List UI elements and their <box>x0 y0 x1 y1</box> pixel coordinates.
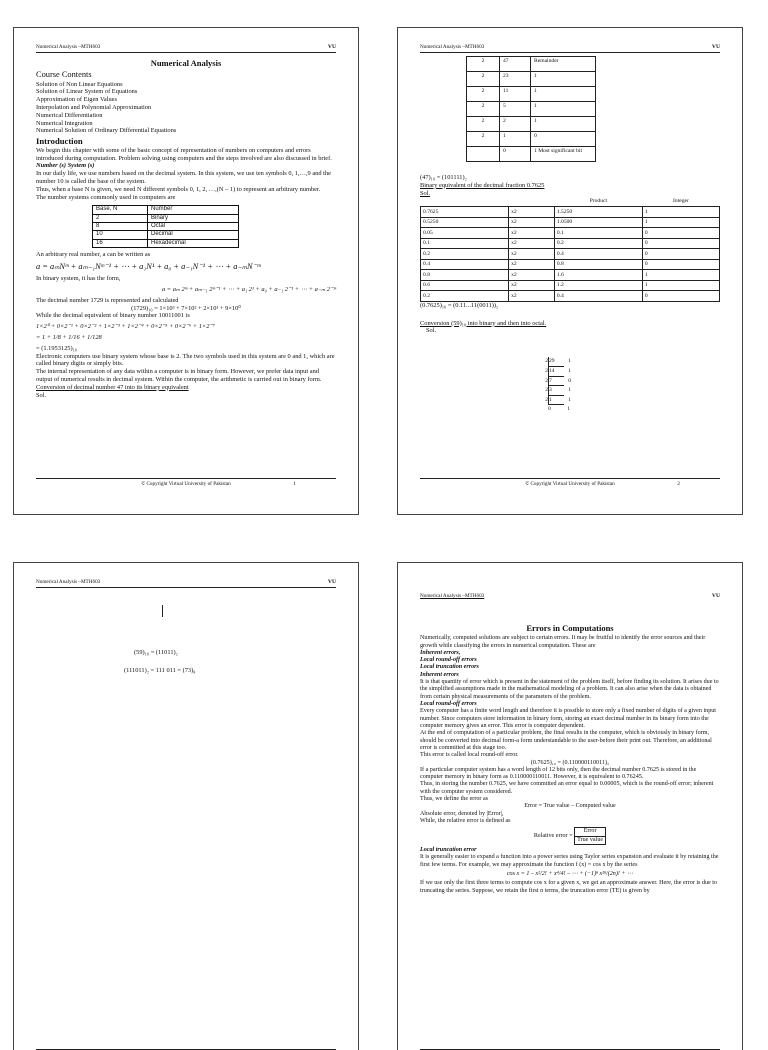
table-row <box>421 249 720 260</box>
page-title: Errors in Computations <box>526 623 614 633</box>
text-cursor <box>162 605 163 617</box>
long-division <box>538 357 720 414</box>
binary-formula: a = aₘ 2ᵐ + aₘ₋₁ 2ᵐ⁻¹ + ⋯ + a₁ 2¹ + a₀ + a₋₁ 2⁻¹ + ⋯ + a₋ₘ 2⁻ᵐ <box>162 285 336 293</box>
truncation-heading: Local truncation error <box>420 846 477 853</box>
electronic-paragraph: Electronic computers use binary system whose base is 2. The two symbols used in this system are 0 and 1, which are called binary digits or simply bits. <box>36 352 335 368</box>
error-type: Local round-off errors <box>420 657 477 664</box>
table-cell: 1 <box>531 102 596 117</box>
binary-form-text: In binary system, it has the form, <box>36 275 121 283</box>
inherent-paragraph: It is that quantity of error which is present in the statement of the problem itself, before finding its solution. It arises due to the simplified assumptions made in the mathematical modeling of a problem. It can also arise when the data is obtained from certain physical measurements of the parameters of the problem. <box>420 679 719 700</box>
table-cell: 2 <box>467 102 500 117</box>
table-cell: 0.05 <box>421 228 509 239</box>
fraction-numerator: Error <box>574 827 606 836</box>
define-text: Thus, we define the error as <box>420 796 489 803</box>
page-number: 2 <box>677 480 680 487</box>
table-row <box>467 72 596 87</box>
table-cell: 0 <box>642 259 719 270</box>
introduction-heading: Introduction <box>36 136 83 147</box>
binary-equation: (0.7625)₁₀ = (0.110000110011)₂ <box>530 759 610 766</box>
roundoff-paragraph: Every computer has a finite word length and therefore it is possible to store only a fixed number of digits of a given input number. Since computers store information in binary form, storing an exact decimal number in its binary form into the computer memory gives an error. This error is computer dependent. <box>420 708 716 729</box>
division-row: 229 1 <box>538 357 720 367</box>
course-contents-heading: Course Contents <box>36 70 92 80</box>
table-cell: 0.1 <box>554 228 642 239</box>
page-header <box>36 44 336 51</box>
document-page-2 <box>397 27 743 515</box>
division-row: 27 0 <box>538 377 720 387</box>
table-cell: x2 <box>509 217 555 228</box>
binary-result-47: (47)₁₀ = (101111)₂ <box>420 174 467 181</box>
page-header <box>420 44 720 51</box>
table-cell: 0 <box>500 147 531 162</box>
table-row <box>467 147 596 162</box>
table-cell: 0.2 <box>421 291 509 302</box>
table-header-row <box>421 197 720 206</box>
intro-paragraph: Numerically, computed solutions are subject to certain errors. It may be fruitful to identify the error sources and their growth while classifying the errors in numerical computation. These are <box>420 635 706 649</box>
number-system-heading: Number (s) System (s) <box>36 162 95 170</box>
document-page-3 <box>13 562 359 1050</box>
binary-sum: = 1 + 1/8 + 1/16 + 1/128 <box>36 333 102 341</box>
page-content <box>36 58 336 399</box>
table-row <box>467 132 596 147</box>
fraction-heading: Binary equivalent of the decimal fraction 0.7625 <box>420 181 545 189</box>
sol-label: Sol. <box>426 327 437 335</box>
inherent-heading: Inherent errors <box>420 671 459 678</box>
table-cell: 0.2 <box>421 249 509 260</box>
common-systems-text: The number systems commonly used in computers are <box>36 193 176 201</box>
roundoff-heading: Local round-off errors <box>420 701 477 707</box>
equation-octal: (111011)₂ = 111 011 = (73)₈ <box>124 667 196 674</box>
column-header-integer: Integer <box>673 198 689 205</box>
table-row <box>421 259 720 270</box>
intro-paragraph: We begin this chapter with some of the basic concept of representation of numbers on computers and errors introduced during computation. Problem solving using computers and the steps involved are also discussed in brief. <box>36 146 332 162</box>
number-system-paragraph: In our daily life, we use numbers based on the decimal system. In this system, we use ten symbols 0, 1,…,9 and the number 10 is called the base of the system. <box>36 170 331 186</box>
relative-error-text: While, the relative error is defined as <box>420 818 511 824</box>
table-cell: Hexadecimal <box>148 239 239 247</box>
decimal-formula: (1729)₁₀ = 1×10³ + 7×10² + 2×10¹ + 9×10⁰ <box>131 304 241 312</box>
table-row <box>421 217 720 228</box>
error-type: Local truncation errors <box>420 664 479 671</box>
table-cell: 0.4 <box>421 259 509 270</box>
table-cell: 2 <box>467 57 500 72</box>
error-equation: Error = True value – Computed value <box>524 803 616 810</box>
division-row: 214 1 <box>538 367 720 377</box>
table-cell: 16 <box>93 239 148 247</box>
table-cell: 1 <box>531 87 596 102</box>
fraction-result: (0.7625)₁₀ = (0.11...11(0011))₂ <box>420 301 499 309</box>
table-row <box>421 228 720 239</box>
table-cell: Binary <box>148 214 239 222</box>
table-cell: 1.6 <box>554 270 642 281</box>
base-table <box>92 205 239 248</box>
error-type: Inherent errors, <box>420 649 461 656</box>
cosine-series: cos x = 1 – x²/2! + x⁴/4! – ⋯ + (−1)ⁿ x²ⁿ/(2n)! + ⋯ <box>506 870 634 877</box>
table-cell: 2 <box>467 117 500 132</box>
course-item: Numerical Differentiation <box>36 111 103 119</box>
table-row <box>467 87 596 102</box>
absolute-error-text: Absolute error, denoted by |Error|, <box>420 810 504 817</box>
table-cell: x2 <box>509 270 555 281</box>
header-course: Numerical Analysis –MTH603 <box>36 579 101 585</box>
document-page-4 <box>397 562 743 1050</box>
table-row <box>93 239 239 247</box>
relative-error-fraction <box>574 827 606 845</box>
table-row <box>421 291 720 302</box>
end-paragraph: At the end of computation of a particular problem, the final results in the computer, which is obviously in binary form, should be converted into decimal form-a form understandable to the user-before their print out. Therefore, an additional error is committed at this stage too. <box>420 730 712 751</box>
table-row <box>421 238 720 249</box>
table-cell: Number <box>148 206 239 214</box>
table-cell: 1 <box>531 72 596 87</box>
header-course: Numerical Analysis –MTH603 <box>36 44 101 50</box>
table-cell: 0.4 <box>554 249 642 260</box>
header-vu: VU <box>711 593 720 599</box>
word-length-paragraph: If a particular computer system has a word length of 12 bits only, then the decimal number 0.7625 is stored in the computer memory in binary form as 0.110000110011. However, it is equivalent to 0.76245. <box>420 766 697 781</box>
binary-equivalent-text: While the decimal equivalent of binary number 10011001 is <box>36 312 190 320</box>
page-header <box>36 579 336 586</box>
fraction-table <box>420 197 720 301</box>
header-vu: VU <box>711 44 720 50</box>
table-cell: 1.5250 <box>554 207 642 218</box>
conversion-59-heading: Conversion (59)₁₀ into binary and then into octal. <box>420 319 547 327</box>
table-cell: 2 <box>467 132 500 147</box>
page-content <box>420 623 720 895</box>
table-cell: 2 <box>467 72 500 87</box>
table-cell: 0.8 <box>421 270 509 281</box>
division-row: 21 1 <box>538 396 720 406</box>
table-row <box>93 214 239 222</box>
equation-59: (59)₁₀ = (11011)₂ <box>134 649 178 656</box>
header-vu: VU <box>327 44 336 50</box>
header-rule <box>36 52 336 53</box>
course-item: Numerical Solution of Ordinary Differential Equations <box>36 127 177 135</box>
table-cell: Base, N <box>93 206 148 214</box>
column-header-product: Product <box>589 198 608 205</box>
table-cell: Octal <box>148 223 239 231</box>
division-table <box>466 56 596 162</box>
table-cell: 2 <box>93 214 148 222</box>
footer-copyright: © Copyright Virtual University of Pakistan <box>525 480 615 487</box>
table-cell: 5 <box>500 102 531 117</box>
truncation-paragraph: It is generally easier to expand a function into a power series using Taylor series expansion and evaluate it by retaining the first few terms. For example, we may approximate the function f (x) = cos x by the series <box>420 854 719 868</box>
table-cell: 0 <box>531 132 596 147</box>
table-cell: 47 <box>500 57 531 72</box>
table-row <box>421 270 720 281</box>
table-cell: 1.0500 <box>554 217 642 228</box>
table-cell: 0.4 <box>554 291 642 302</box>
table-cell: 0 <box>642 291 719 302</box>
internal-paragraph: The internal representation of any data within a computer is in binary form. However, we prefer data input and output of numerical results in decimal system. Within the computer, the arithmetic is carried out in binary form. <box>36 368 322 384</box>
truncation-final-paragraph: If we use only the first three terms to compute cos x for a given x, we get an approximate answer. Here, the error is due to truncating the series. Suppose, we retain the first n terms, the truncation error (TE) is given by <box>420 880 717 894</box>
header-course: Numerical Analysis –MTH603 <box>420 593 485 599</box>
thus-paragraph: Thus, in storing the number 0.7625, we have committed an error equal to 0.00005, which is the round-off error; inherent with the computer system considered. <box>420 781 714 795</box>
table-row <box>467 57 596 72</box>
table-cell: Decimal <box>148 231 239 239</box>
table-cell: 1 <box>642 207 719 218</box>
page-footer <box>420 478 720 487</box>
sol-label: Sol. <box>420 189 431 197</box>
course-item: Interpolation and Polynomial Approximation <box>36 104 152 112</box>
table-cell: Remainder <box>531 57 596 72</box>
table-cell: 1.2 <box>554 280 642 291</box>
table-cell: x2 <box>509 238 555 249</box>
table-cell: 0.5250 <box>421 217 509 228</box>
course-item: Solution of Linear System of Equations <box>36 88 138 96</box>
relative-error-equation <box>420 827 720 845</box>
table-cell: 1 <box>642 270 719 281</box>
binary-expansion: 1×2⁰ + 0×2⁻¹ + 0×2⁻² + 1×2⁻³ + 1×2⁻⁴ + 0×2⁻⁵ + 0×2⁻⁶ + 1×2⁻⁷ <box>36 323 215 331</box>
footer-copyright: © Copyright Virtual University of Pakistan <box>141 480 231 487</box>
table-cell: 8 <box>93 223 148 231</box>
arbitrary-number-text: An arbitrary real number, a can be written as <box>36 251 151 259</box>
table-cell: 1 <box>531 117 596 132</box>
table-cell: 1 Most significant bit <box>531 147 596 162</box>
table-cell: 2 <box>500 117 531 132</box>
table-row <box>93 206 239 214</box>
table-cell: 0.1 <box>421 238 509 249</box>
table-cell: 2 <box>467 87 500 102</box>
table-row <box>421 207 720 218</box>
table-cell: 0.8 <box>554 259 642 270</box>
header-rule <box>420 52 720 53</box>
header-rule <box>36 587 336 588</box>
course-item: Numerical Integration <box>36 119 93 127</box>
division-row: 23 1 <box>538 386 720 396</box>
page-title: Numerical Analysis <box>150 58 222 68</box>
table-cell: x2 <box>509 259 555 270</box>
course-item: Solution of Non Linear Equations <box>36 80 123 88</box>
table-cell: 0.6 <box>421 280 509 291</box>
page-footer <box>36 478 336 487</box>
division-row: 0 1 <box>548 406 570 413</box>
document-page-1 <box>13 27 359 515</box>
conversion-heading: Conversion of decimal number 47 into its binary equivalent <box>36 383 189 391</box>
table-row <box>93 223 239 231</box>
decimal-text: The decimal number 1729 is represented and calculated <box>36 296 179 304</box>
table-cell: 1 <box>642 280 719 291</box>
course-item: Approximation of Eigen Values <box>36 96 117 104</box>
page-header <box>420 593 720 600</box>
table-cell <box>467 147 500 162</box>
table-cell: x2 <box>509 228 555 239</box>
general-formula: a = aₘNᵐ + aₘ₋₁Nᵐ⁻¹ + ⋯ + a₁N¹ + a₀ + a₋₁N⁻¹ + ⋯ + a₋ₘN⁻ᵐ <box>36 261 261 271</box>
table-row <box>93 231 239 239</box>
table-cell: x2 <box>509 249 555 260</box>
base-paragraph: Thus, when a base N is given, we need N different symbols 0, 1, 2, …,(N – 1) to represent an arbitrary number. <box>36 185 321 193</box>
table-cell: 1 <box>500 132 531 147</box>
binary-result: = (1.1953125)₁₀ <box>36 344 78 352</box>
header-course: Numerical Analysis –MTH603 <box>420 44 485 50</box>
table-cell: 0 <box>642 228 719 239</box>
table-cell: 10 <box>93 231 148 239</box>
called-text: This error is called local round-off error. <box>420 752 519 759</box>
page-number: 1 <box>293 480 296 487</box>
relative-error-label: Relative error = <box>533 833 573 840</box>
table-row <box>467 102 596 117</box>
page-content <box>420 56 720 414</box>
table-cell: 0 <box>642 238 719 249</box>
table-row <box>467 117 596 132</box>
fraction-denominator: True value <box>574 837 606 845</box>
table-cell: x2 <box>509 280 555 291</box>
table-row <box>421 280 720 291</box>
sol-label: Sol. <box>36 391 47 399</box>
table-cell: x2 <box>509 291 555 302</box>
table-cell: 11 <box>500 87 531 102</box>
table-cell: 0 <box>642 249 719 260</box>
table-cell: 0.7625 <box>421 207 509 218</box>
table-cell: 0.2 <box>554 238 642 249</box>
table-cell: x2 <box>509 207 555 218</box>
table-cell: 1 <box>642 217 719 228</box>
header-vu: VU <box>327 579 336 585</box>
table-cell: 23 <box>500 72 531 87</box>
